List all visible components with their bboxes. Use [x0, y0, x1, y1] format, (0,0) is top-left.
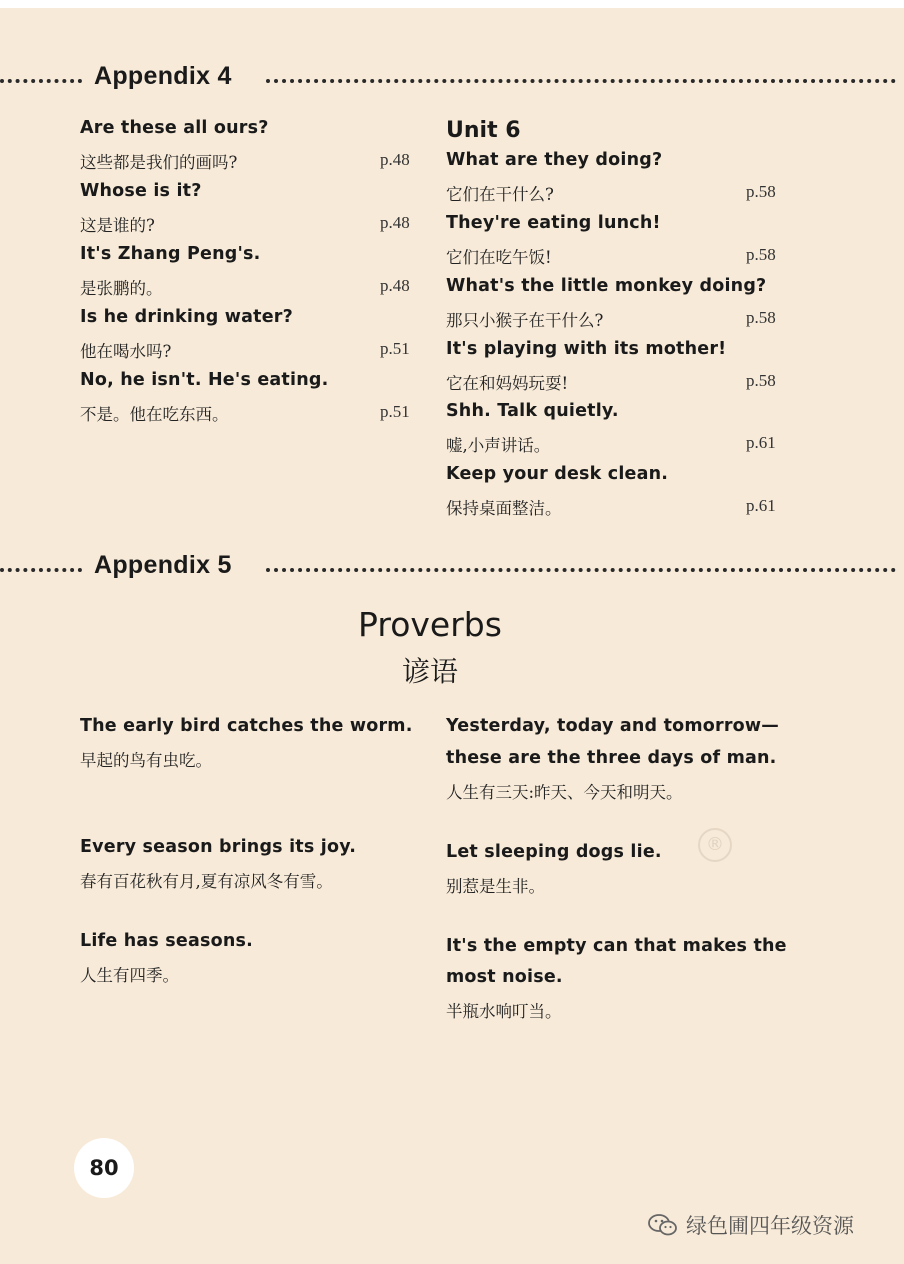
phrase-zh: 那只小猴子在干什么?	[446, 311, 604, 330]
appendix-4-title: Appendix 4	[94, 62, 232, 90]
phrase-zh: 保持桌面整洁。	[446, 499, 562, 518]
appendix-4-heading	[0, 62, 904, 96]
proverb-zh: 春有百花秋有月,夏有凉风冬有雪。	[80, 872, 333, 891]
page-ref: p.51	[380, 402, 410, 421]
proverb-en: Life has seasons.	[80, 931, 253, 951]
watermark-text: 绿色圃四年级资源	[686, 1214, 854, 1238]
page-ref: p.61	[746, 433, 776, 452]
proverb-zh: 人生有四季。	[80, 966, 179, 985]
proverbs-title-zh: 谚语	[401, 655, 458, 688]
phrase-zh: 它们在干什么?	[446, 185, 554, 204]
proverb-zh: 别惹是生非。	[446, 877, 545, 896]
phrase-en: Shh. Talk quietly.	[446, 401, 619, 421]
proverb-zh: 早起的鸟有虫吃。	[80, 751, 212, 770]
proverb-en-line2: these are the three days of man.	[446, 748, 777, 768]
phrase-en: What's the little monkey doing?	[446, 276, 767, 296]
phrase-en: They're eating lunch!	[446, 213, 661, 233]
phrase-en: It's Zhang Peng's.	[80, 244, 261, 264]
phrase-en: It's playing with its mother!	[446, 339, 727, 359]
proverb-en: Let sleeping dogs lie.	[446, 842, 662, 862]
phrase-en: No, he isn't. He's eating.	[80, 370, 329, 390]
phrase-en: Is he drinking water?	[80, 307, 293, 327]
dotted-rule-left	[0, 568, 82, 572]
dotted-rule-left	[0, 79, 82, 83]
wechat-icon	[648, 1212, 678, 1238]
proverb-en-line2: most noise.	[446, 967, 563, 987]
page-ref: p.61	[746, 496, 776, 515]
phrase-en: Whose is it?	[80, 181, 202, 201]
phrase-en: Are these all ours?	[80, 118, 269, 138]
top-band	[0, 0, 904, 8]
proverb-en: The early bird catches the worm.	[80, 716, 413, 736]
proverb-en: Every season brings its joy.	[80, 837, 357, 857]
page-ref: p.51	[380, 339, 410, 358]
phrase-en: What are they doing?	[446, 150, 663, 170]
dotted-rule-right	[266, 79, 896, 83]
phrase-zh: 不是。他在吃东西。	[80, 405, 229, 424]
phrase-zh: 这是谁的?	[80, 216, 155, 235]
page-ref: p.48	[380, 150, 410, 169]
proverbs-title: Proverbs	[358, 605, 502, 644]
proverb-en-line1: Yesterday, today and tomorrow—	[446, 716, 779, 736]
phrase-zh: 这些都是我们的画吗?	[80, 153, 238, 172]
appendix-5-title: Appendix 5	[94, 551, 232, 579]
proverb-en-line1: It's the empty can that makes the	[446, 936, 787, 956]
page-ref: p.58	[746, 245, 776, 264]
page-ref: p.58	[746, 182, 776, 201]
page-ref: p.48	[380, 213, 410, 232]
registered-mark-icon: ®	[698, 828, 732, 862]
page-number: 80	[74, 1138, 134, 1198]
page-ref: p.58	[746, 371, 776, 390]
unit-title: Unit 6	[446, 118, 521, 143]
page-ref: p.58	[746, 308, 776, 327]
dotted-rule-right	[266, 568, 896, 572]
appendix-5-heading	[0, 551, 904, 585]
page-ref: p.48	[380, 276, 410, 295]
proverb-zh: 人生有三天:昨天、今天和明天。	[446, 783, 683, 802]
phrase-en: Keep your desk clean.	[446, 464, 669, 484]
phrase-zh: 他在喝水吗?	[80, 342, 172, 361]
phrase-zh: 嘘,小声讲话。	[446, 436, 551, 455]
phrase-zh: 它们在吃午饭!	[446, 248, 552, 267]
phrase-zh: 是张鹏的。	[80, 279, 163, 298]
phrase-zh: 它在和妈妈玩耍!	[446, 374, 569, 393]
proverb-zh: 半瓶水响叮当。	[446, 1002, 562, 1021]
